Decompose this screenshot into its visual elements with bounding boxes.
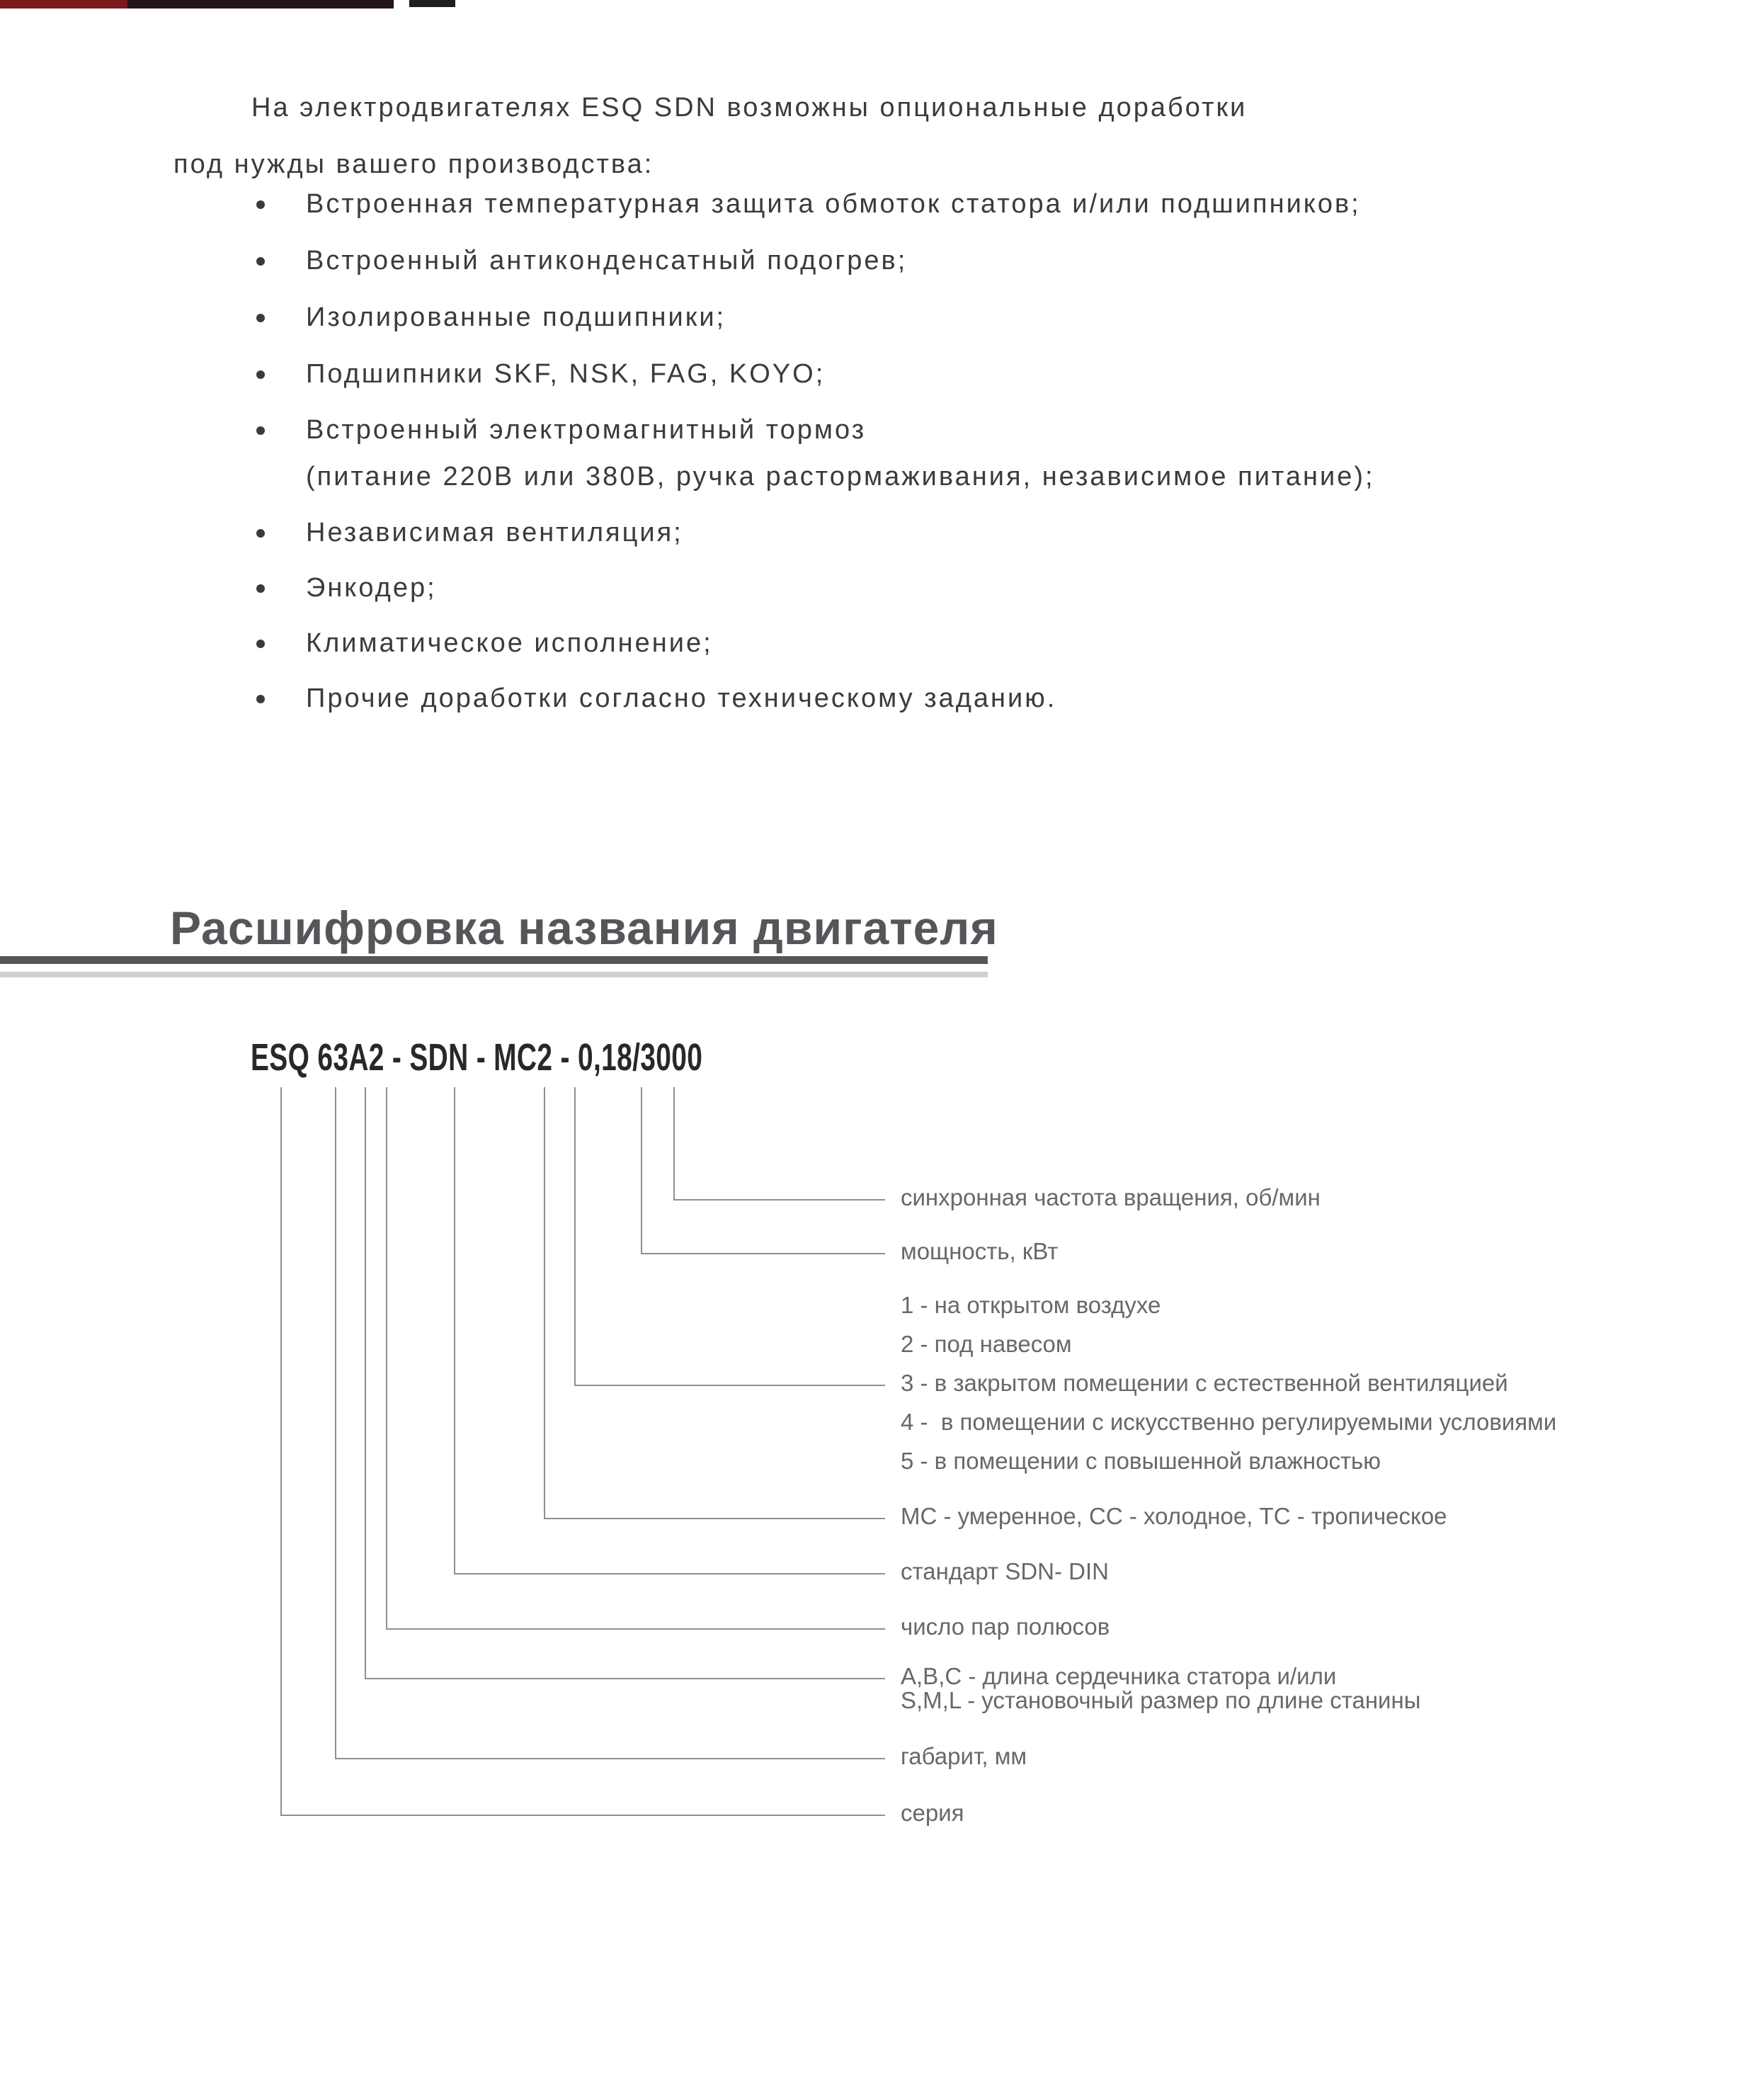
diagram-label-placement-4: 4 - в помещении с искусственно регулируемыми условиями — [901, 1409, 1557, 1435]
diagram-label-power: мощность, кВт — [901, 1238, 1059, 1264]
bullet-icon — [256, 529, 265, 538]
diagram-label-sync-speed: синхронная частота вращения, об/мин — [901, 1184, 1321, 1210]
bullet-icon — [256, 695, 265, 703]
connector-vline-frame-size — [335, 1087, 336, 1759]
bullet-icon — [256, 584, 265, 593]
section-title: Расшифровка названия двигателя — [170, 902, 998, 954]
diagram-label-climate: МС - умеренное, СС - холодное, ТС - тропическое — [901, 1503, 1447, 1529]
intro-paragraph-line-1: На электродвигателях ESQ SDN возможны опциональные доработки — [251, 93, 1248, 123]
intro-paragraph-line-2: под нужды вашего производства: — [173, 149, 654, 179]
connector-hline-sync-speed — [673, 1199, 885, 1201]
option-item-text: Изолированные подшипники; — [306, 302, 726, 332]
connector-vline-standard — [454, 1087, 455, 1574]
model-code: ESQ 63A2 - SDN - MC2 - 0,18/3000 — [251, 1036, 703, 1079]
diagram-label-placement-2: 2 - под навесом — [901, 1331, 1072, 1357]
diagram-label-placement-3: 3 - в закрытом помещении с естественной вентиляцией — [901, 1370, 1508, 1396]
bullet-icon — [256, 426, 265, 435]
option-item-text: Встроенная температурная защита обмоток статора и/или подшипников; — [306, 189, 1361, 219]
top-accent-bar-red-segment — [0, 0, 127, 8]
connector-hline-pole-pairs — [386, 1628, 885, 1630]
bullet-icon — [256, 370, 265, 379]
connector-vline-placement — [574, 1087, 576, 1386]
option-item-text: Независимая вентиляция; — [306, 518, 683, 547]
option-item-text: Энкодер; — [306, 573, 437, 603]
connector-vline-climate — [544, 1087, 545, 1519]
connector-vline-pole-pairs — [386, 1087, 387, 1630]
top-accent-bar-small-segment — [409, 0, 455, 7]
diagram-label-frame-length-sml: S,M,L - установочный размер по длине станины — [901, 1687, 1421, 1713]
diagram-label-pole-pairs: число пар полюсов — [901, 1613, 1110, 1640]
diagram-label-placement-1: 1 - на открытом воздухе — [901, 1292, 1161, 1318]
connector-hline-frame-size — [335, 1758, 885, 1759]
title-underline-light — [0, 972, 988, 977]
connector-hline-standard — [454, 1573, 885, 1574]
option-item-text: Прочие доработки согласно техническому заданию. — [306, 683, 1057, 713]
connector-hline-power — [641, 1253, 885, 1254]
bullet-icon — [256, 314, 265, 322]
diagram-label-placement-5: 5 - в помещении с повышенной влажностью — [901, 1448, 1381, 1474]
diagram-label-frame-size: габарит, мм — [901, 1743, 1027, 1769]
option-item-continuation-text: (питание 220В или 380В, ручка растормаживания, независимое питание); — [306, 462, 1375, 492]
option-item-text: Климатическое исполнение; — [306, 628, 713, 658]
connector-vline-series — [280, 1087, 282, 1816]
connector-hline-climate — [544, 1518, 885, 1519]
bullet-icon — [256, 200, 265, 209]
title-underline-dark — [0, 956, 988, 964]
connector-hline-placement — [574, 1385, 885, 1386]
option-item-text: Подшипники SKF, NSK, FAG, KOYO; — [306, 359, 826, 389]
connector-hline-series — [280, 1815, 885, 1816]
diagram-label-series: серия — [901, 1800, 964, 1826]
bullet-icon — [256, 257, 265, 266]
diagram-label-standard: стандарт SDN- DIN — [901, 1558, 1110, 1584]
diagram-label-core-length-abc: A,B,C - длина сердечника статора и/или — [901, 1663, 1337, 1689]
option-item-text: Встроенный антиконденсатный подогрев; — [306, 246, 908, 276]
option-item-text: Встроенный электромагнитный тормоз — [306, 415, 867, 445]
connector-vline-power — [641, 1087, 642, 1254]
connector-vline-core-length — [365, 1087, 366, 1679]
bullet-icon — [256, 640, 265, 648]
connector-hline-core-length — [365, 1678, 885, 1679]
top-accent-bar-dark-segment — [127, 0, 394, 8]
connector-vline-sync-speed — [673, 1087, 675, 1201]
